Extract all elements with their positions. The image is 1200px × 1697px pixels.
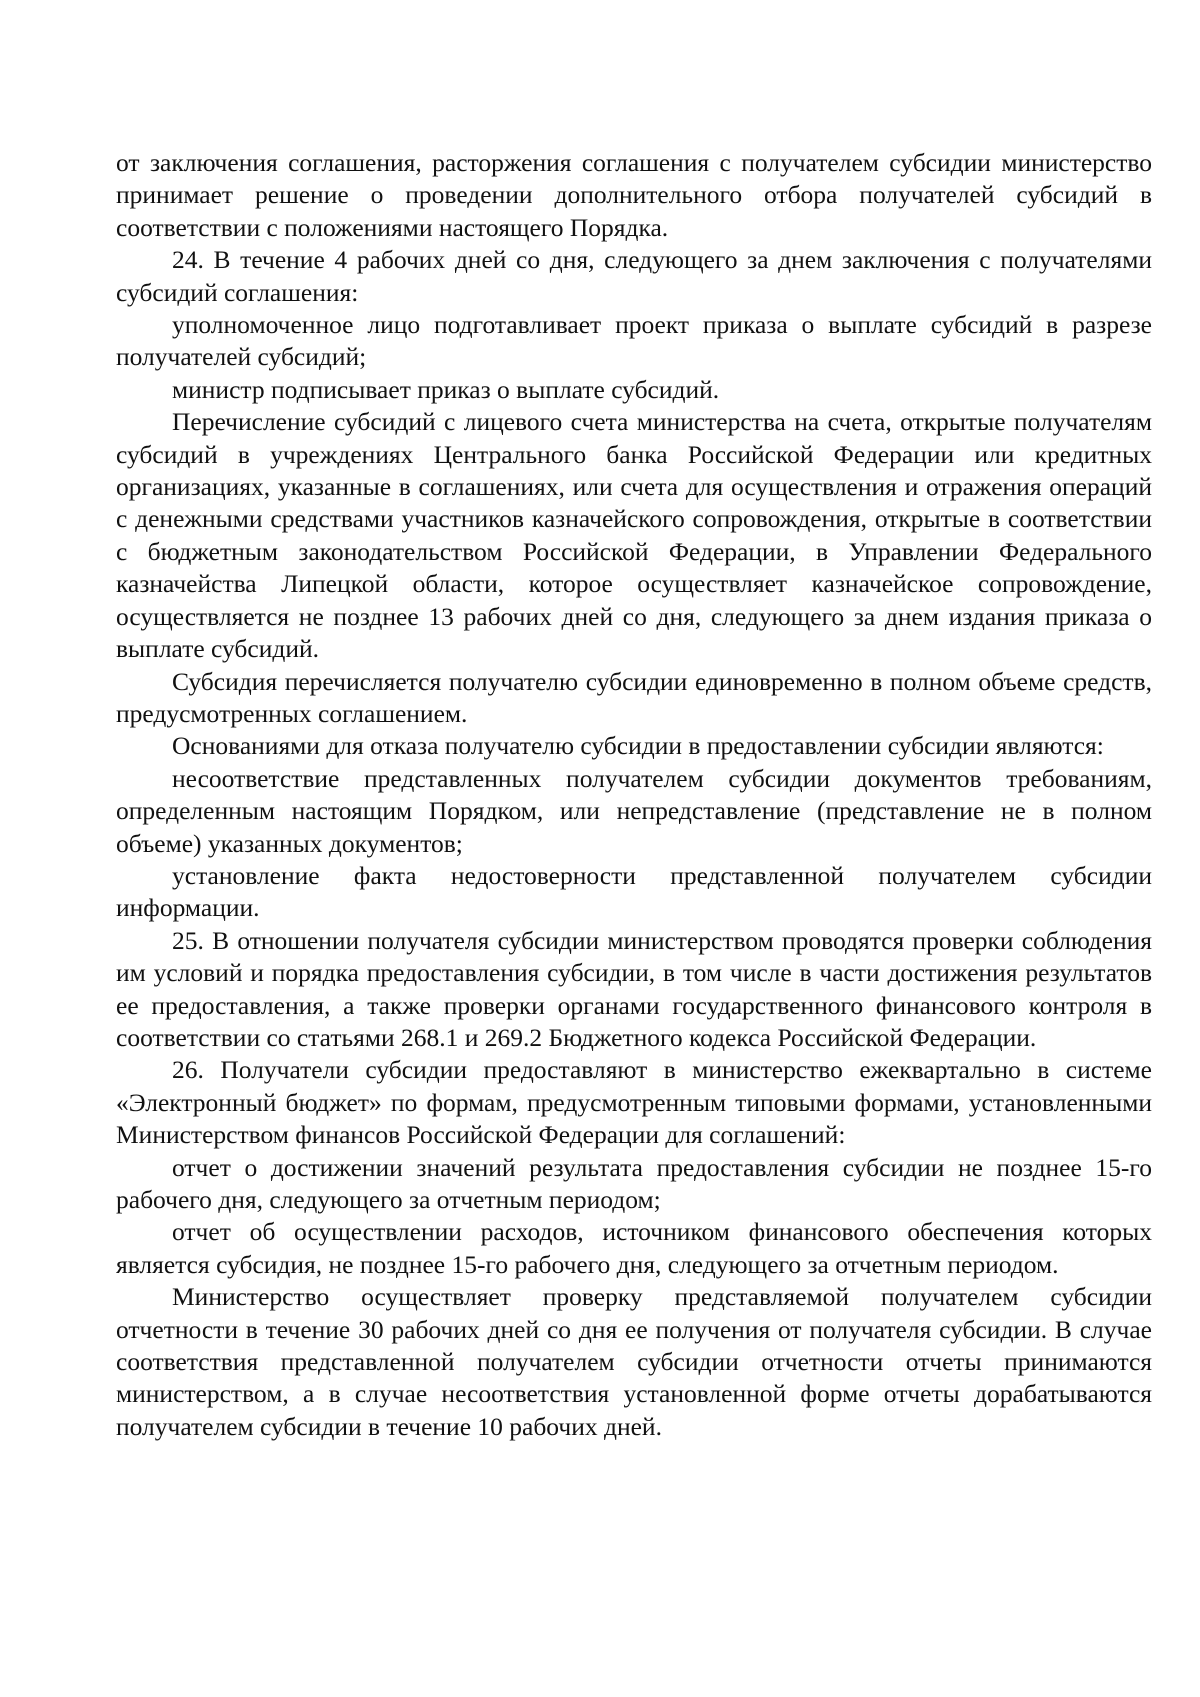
paragraph-order-preparation: уполномоченное лицо подготавливает проект приказа о выплате субсидий в разрезе получателей субсидий; — [116, 310, 1152, 372]
paragraph-refusal-information: установление факта недостоверности представленной получателем субсидии информации. — [116, 860, 1152, 923]
paragraph-item-25: 25. В отношении получателя субсидии министерством проводятся проверки соблюдения им условий и порядка предоставления субсидии, в том числе в части достижения результатов ее предоставления, а также проверки органами государственного финансового контроля в соответствии со статьями 268.1 и 269.2 Бюджетного кодекса Российской Федерации. — [116, 925, 1152, 1052]
paragraph-item-26: 26. Получатели субсидии предоставляют в министерство ежеквартально в системе «Электронный бюджет» по формам, предусмотренным типовыми формами, установленными Министерством финансов Российской Федерации для соглашений: — [116, 1055, 1152, 1150]
paragraph-lump-sum: Субсидия перечисляется получателю субсидии единовременно в полном объеме средств, предусмотренных соглашением. — [116, 666, 1152, 728]
paragraph-expense-report: отчет об осуществлении расходов, источником финансового обеспечения которых является субсидия, не позднее 15-го рабочего дня, следующего за отчетным периодом. — [116, 1217, 1152, 1279]
document-body — [116, 147, 1152, 1443]
paragraph-refusal-documents: несоответствие представленных получателем субсидии документов требованиям, определенным настоящим Порядком, или непредставление (представление не в полном объеме) указанных документов; — [116, 763, 1152, 858]
paragraph-subsidy-transfer: Перечисление субсидий с лицевого счета министерства на счета, открытые получателям субсидий в учреждениях Центрального банка Российской Федерации или кредитных организациях, указанные в соглашениях, или счета для осуществления и отражения операций с денежными средствами участников казначейского сопровождения, открытые в соответствии с бюджетным законодательством Российской Федерации, в Управлении Федерального казначейства Липецкой области, которое осуществляет казначейское сопровождение, осуществляется не позднее 13 рабочих дней со дня, следующего за днем издания приказа о выплате субсидий. — [116, 407, 1152, 664]
paragraph-refusal-grounds: Основаниями для отказа получателю субсидии в предоставлении субсидии являются: — [172, 731, 1104, 761]
paragraph-report-check: Министерство осуществляет проверку представляемой получателем субсидии отчетности в течение 30 рабочих дней со дня ее получения от получателя субсидии. В случае соответствия представленной получателем субсидии отчетности отчеты принимаются министерством, а в случае несоответствия установленной форме отчеты дорабатываются получателем субсидии в течение 10 рабочих дней. — [116, 1282, 1152, 1441]
paragraph-order-signing: министр подписывает приказ о выплате субсидий. — [172, 374, 720, 404]
paragraph-result-report: отчет о достижении значений результата предоставления субсидии не позднее 15-го рабочего дня, следующего за отчетным периодом; — [116, 1152, 1152, 1214]
paragraph-continuation: от заключения соглашения, расторжения соглашения с получателем субсидии министерство принимает решение о проведении дополнительного отбора получателей субсидий в соответствии с положениями настоящего Порядка. — [116, 148, 1152, 242]
paragraph-item-24: 24. В течение 4 рабочих дней со дня, следующего за днем заключения с получателями субсидий соглашения: — [116, 245, 1152, 307]
